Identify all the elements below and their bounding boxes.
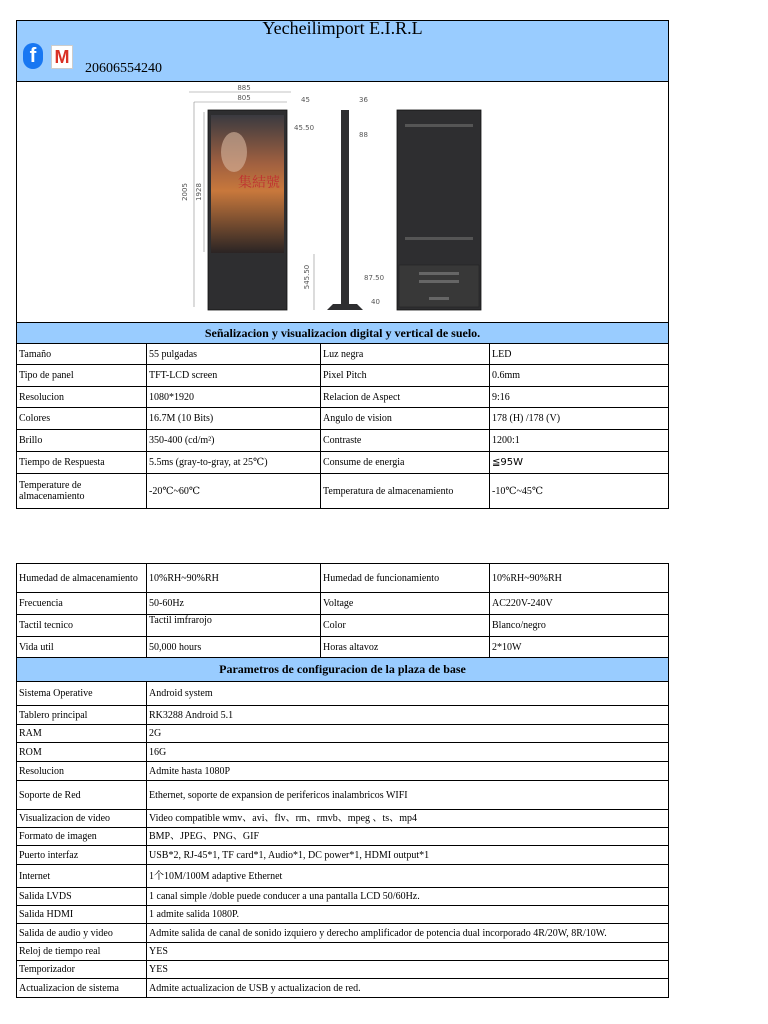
dim-label: 1928 — [195, 183, 203, 201]
config-value: Video compatible wmv、avi、flv、rm、rmvb、mpeg 、ts、mp4 — [147, 810, 669, 828]
config-label: Actualizacion de sistema — [17, 979, 147, 998]
section-title: Parametros de configuracion de la plaza de base — [17, 658, 669, 682]
config-value: Ethernet, soporte de expansion de perifericos inalambricos WIFI — [147, 781, 669, 810]
config-label: Salida HDMI — [17, 906, 147, 924]
config-label: Soporte de Red — [17, 781, 147, 810]
spec-label: Brillo — [17, 430, 147, 452]
spec-label: Humedad de funcionamiento — [321, 564, 490, 593]
spec-value: 0.6mm — [490, 365, 669, 387]
spec-value: ≦95W — [490, 452, 669, 474]
config-value: BMP、JPEG、PNG、GIF — [147, 828, 669, 846]
dim-label: 36 — [359, 96, 368, 104]
config-value: 1 canal simple /doble puede conducer a una pantalla LCD 50/60Hz. — [147, 888, 669, 906]
config-label: Internet — [17, 865, 147, 888]
config-value: RK3288 Android 5.1 — [147, 706, 669, 725]
dim-label: 45 — [301, 96, 310, 104]
dim-label: 87.50 — [364, 274, 385, 282]
spec-label: Temperatura de almacenamiento — [321, 474, 490, 509]
spec-value: 50,000 hours — [147, 637, 321, 658]
dim-label: 885 — [237, 84, 251, 92]
spec-value: LED — [490, 344, 669, 365]
config-label: Resolucion — [17, 762, 147, 781]
config-label: Sistema Operative — [17, 682, 147, 706]
spec-value: 55 pulgadas — [147, 344, 321, 365]
spec-value: Tactil imfrarojo — [147, 615, 321, 637]
config-label: Tablero principal — [17, 706, 147, 725]
spec-label: Resolucion — [17, 387, 147, 408]
facebook-icon[interactable]: f — [23, 43, 43, 69]
dim-label: 88 — [359, 131, 368, 139]
spec-value: AC220V-240V — [490, 593, 669, 615]
spec-label: Voltage — [321, 593, 490, 615]
config-label: Formato de imagen — [17, 828, 147, 846]
product-image-cell — [17, 82, 669, 323]
section-title: Señalizacion y visualizacion digital y vertical de suelo. — [17, 323, 669, 344]
config-value: 2G — [147, 725, 669, 743]
spec-label: Humedad de almacenamiento — [17, 564, 147, 593]
spec-label: Temperature de almacenamiento — [17, 474, 147, 509]
config-label: Reloj de tiempo real — [17, 943, 147, 961]
config-label: RAM — [17, 725, 147, 743]
config-value: 16G — [147, 743, 669, 762]
spec-value: 10%RH~90%RH — [147, 564, 321, 593]
spec-label: Consume de energia — [321, 452, 490, 474]
header-banner — [17, 18, 669, 82]
spec-label: Colores — [17, 408, 147, 430]
spec-value: -10℃~45℃ — [490, 474, 669, 509]
spec-label: Color — [321, 615, 490, 637]
back-view — [397, 110, 481, 310]
spec-value: 350-400 (cd/m²) — [147, 430, 321, 452]
spec-value: 9:16 — [490, 387, 669, 408]
spec-value: 1200:1 — [490, 430, 669, 452]
config-label: Salida LVDS — [17, 888, 147, 906]
config-label: Puerto interfaz — [17, 846, 147, 865]
company-title: Yecheilimport E.I.R.L — [262, 18, 423, 38]
config-value: Admite hasta 1080P — [147, 762, 669, 781]
config-value: USB*2, RJ-45*1, TF card*1, Audio*1, DC power*1, HDMI output*1 — [147, 846, 669, 865]
front-view — [181, 84, 314, 310]
spec-label: Vida util — [17, 637, 147, 658]
spec-value: 10%RH~90%RH — [490, 564, 669, 593]
spec-label: Tiempo de Respuesta — [17, 452, 147, 474]
spec-label: Tamaño — [17, 344, 147, 365]
config-label: ROM — [17, 743, 147, 762]
config-value: 1个10M/100M adaptive Ethernet — [147, 865, 669, 888]
config-label: Temporizador — [17, 961, 147, 979]
spec-table-1 — [16, 20, 669, 509]
dim-label: 805 — [237, 94, 251, 102]
dim-label: 40 — [371, 298, 380, 306]
config-label: Salida de audio y video — [17, 924, 147, 943]
spec-value: 2*10W — [490, 637, 669, 658]
spec-value: 16.7M (10 Bits) — [147, 408, 321, 430]
svg-text:集結號: 集結號 — [238, 175, 280, 191]
config-value: Admite actualizacion de USB y actualizacion de red. — [147, 979, 669, 998]
spec-table-2 — [16, 563, 669, 998]
config-value: Admite salida de canal de sonido izquiero y derecho amplificador de potencia dual incorporado 4R/20W, 8R/10W. — [147, 924, 669, 943]
spec-label: Tactil tecnico — [17, 615, 147, 637]
spec-value: 178 (H) /178 (V) — [490, 408, 669, 430]
config-value: Android system — [147, 682, 669, 706]
spec-value: Blanco/negro — [490, 615, 669, 637]
spec-label: Relacion de Aspect — [321, 387, 490, 408]
side-view — [327, 96, 384, 310]
config-value: YES — [147, 961, 669, 979]
spec-label: Angulo de vision — [321, 408, 490, 430]
phone-number: 20606554240 — [85, 61, 162, 76]
spec-label: Tipo de panel — [17, 365, 147, 387]
spec-label: Frecuencia — [17, 593, 147, 615]
product-diagram — [19, 82, 667, 322]
config-label: Visualizacion de video — [17, 810, 147, 828]
dim-label: 545.50 — [303, 264, 311, 290]
dim-label: 45.50 — [294, 124, 315, 132]
config-value: YES — [147, 943, 669, 961]
spec-value: TFT-LCD screen — [147, 365, 321, 387]
dim-label: 2005 — [181, 183, 189, 201]
spec-value: 1080*1920 — [147, 387, 321, 408]
spec-label: Horas altavoz — [321, 637, 490, 658]
spec-label: Luz negra — [321, 344, 490, 365]
spec-value: 50-60Hz — [147, 593, 321, 615]
spec-label: Pixel Pitch — [321, 365, 490, 387]
spec-label: Contraste — [321, 430, 490, 452]
spec-value: -20℃~60℃ — [147, 474, 321, 509]
config-value: 1 admite salida 1080P. — [147, 906, 669, 924]
spec-value: 5.5ms (gray-to-gray, at 25℃) — [147, 452, 321, 474]
gmail-icon[interactable]: M — [51, 45, 73, 69]
